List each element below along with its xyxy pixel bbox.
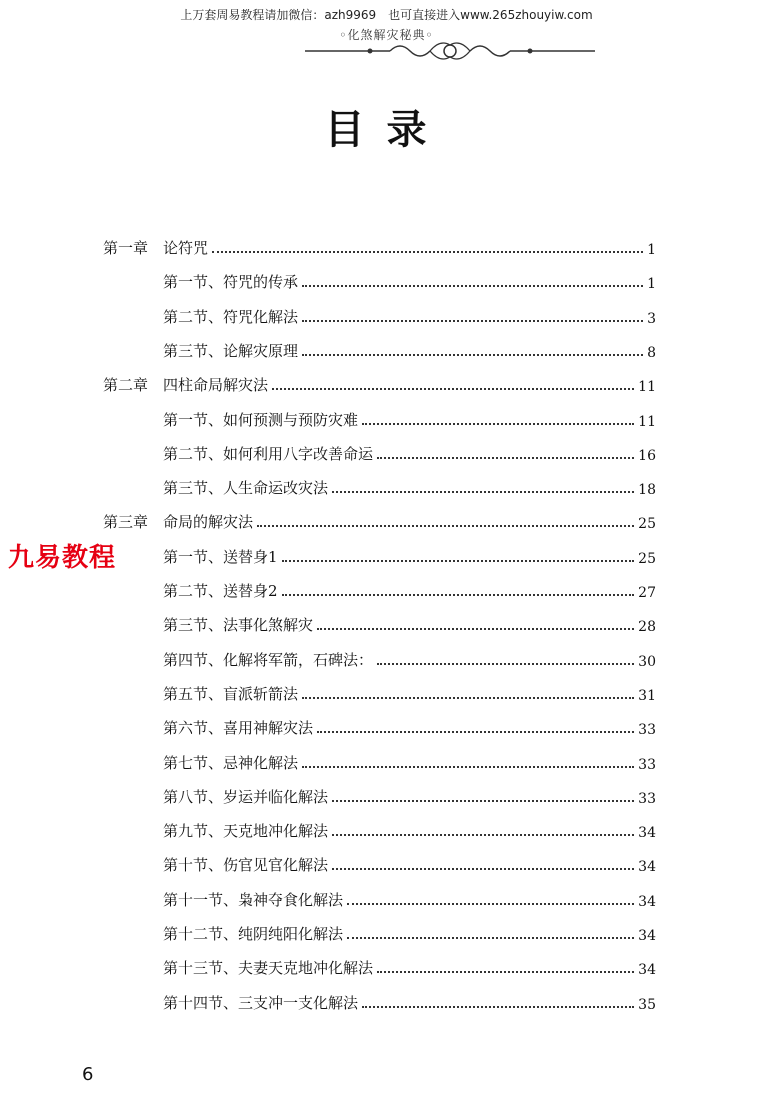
- toc-entry-page: 33: [638, 722, 656, 739]
- toc-row-section[interactable]: [163, 258, 656, 292]
- dot-leader: [362, 1006, 634, 1008]
- toc-entry-page: 30: [638, 653, 656, 670]
- dot-leader: [377, 457, 634, 459]
- toc-row-section[interactable]: [163, 841, 656, 875]
- dot-leader: [302, 766, 634, 768]
- toc-entry-page: 31: [638, 687, 656, 704]
- toc-entry-label: 第一节、如何预测与预防灾难: [163, 410, 359, 429]
- toc-entry-label: 第二章 四柱命局解灾法: [103, 376, 269, 395]
- toc-row-section[interactable]: [163, 636, 656, 670]
- toc-row-section[interactable]: [163, 430, 656, 464]
- watermark-label: 九易教程: [8, 543, 117, 573]
- dot-leader: [347, 937, 634, 939]
- toc-entry-page: 18: [638, 482, 656, 499]
- dot-leader: [257, 525, 634, 527]
- toc-row-section[interactable]: [163, 910, 656, 944]
- toc-entry-page: 11: [638, 379, 656, 396]
- dot-leader: [362, 423, 634, 425]
- toc-row-section[interactable]: [163, 704, 656, 738]
- toc-entry-page: 34: [638, 962, 656, 979]
- toc-row-chapter[interactable]: [103, 361, 656, 395]
- dot-leader: [332, 800, 634, 802]
- dot-leader: [332, 491, 634, 493]
- toc-entry-label: 第七节、忌神化解法: [163, 753, 299, 772]
- toc-entry-page: 25: [638, 550, 656, 567]
- toc-row-chapter[interactable]: [103, 224, 656, 258]
- dot-leader: [212, 251, 643, 253]
- dot-leader: [282, 594, 635, 596]
- dot-leader: [377, 663, 634, 665]
- dot-leader: [272, 388, 634, 390]
- toc-entry-label: 第三节、论解灾原理: [163, 341, 299, 360]
- dot-leader: [332, 868, 634, 870]
- dot-leader: [347, 903, 634, 905]
- toc-row-section[interactable]: [163, 567, 656, 601]
- toc-entry-page: 33: [638, 756, 656, 773]
- toc-entry-page: 28: [638, 619, 656, 636]
- toc-row-section[interactable]: [163, 396, 656, 430]
- toc-entry-page: 34: [638, 928, 656, 944]
- dot-leader: [282, 560, 635, 562]
- top-promo-line: 上万套周易教程请加微信：azh9969 也可直接进入www.265zhouyiw.com: [180, 8, 593, 22]
- toc-entry-page: 3: [647, 310, 656, 327]
- toc-entry-page: 33: [638, 790, 656, 807]
- toc-row-chapter[interactable]: [103, 498, 656, 532]
- toc-row-section[interactable]: [163, 807, 656, 841]
- toc-row-section[interactable]: [163, 293, 656, 327]
- toc-row-section[interactable]: [163, 670, 656, 704]
- toc-entry-page: 1: [647, 242, 656, 258]
- toc-entry-label: 第十二节、纯阴纯阳化解法: [163, 925, 344, 943]
- toc-row-section[interactable]: [163, 876, 656, 910]
- toc-entry-label: 第三章 命局的解灾法: [103, 513, 254, 532]
- page-title: 目录: [324, 107, 449, 153]
- toc-row-section[interactable]: [163, 944, 656, 978]
- dot-leader: [302, 354, 643, 356]
- toc-entry-label: 第五节、盲派斩箭法: [163, 684, 299, 703]
- toc-entry-label: 第一节、符咒的传承: [163, 273, 299, 292]
- dot-leader: [302, 320, 643, 322]
- toc-entry-label: 第六节、喜用神解灾法: [163, 719, 314, 738]
- toc-entry-page: 34: [638, 859, 656, 876]
- dot-leader: [377, 971, 634, 973]
- toc-entry-page: 16: [638, 447, 656, 464]
- toc-entry-page: 1: [647, 276, 656, 293]
- toc-row-section[interactable]: [163, 773, 656, 807]
- toc-entry-label: 第十一节、枭神夺食化解法: [163, 890, 344, 909]
- toc-entry-label: 第二节、如何利用八字改善命运: [163, 444, 374, 463]
- toc-entry-page: 34: [638, 825, 656, 842]
- toc-entry-label: 第十节、伤官见官化解法: [163, 856, 329, 875]
- toc-entry-page: 35: [638, 996, 656, 1013]
- toc-row-section[interactable]: [163, 533, 656, 567]
- dot-leader: [317, 628, 634, 630]
- dot-leader: [317, 731, 634, 733]
- toc-entry-page: 8: [647, 344, 656, 361]
- toc-entry-label: 第一节、送替身1: [163, 547, 278, 566]
- toc-entry-label: 第二节、符咒化解法: [163, 307, 299, 326]
- toc-row-section[interactable]: [163, 464, 656, 498]
- toc-entry-label: 第四节、化解将军箭，石碑法：: [163, 650, 374, 669]
- toc-entry-label: 第一章 论符咒: [103, 239, 209, 257]
- toc-entry-label: 第二节、送替身2: [163, 582, 278, 600]
- toc-entry-page: 25: [638, 516, 656, 533]
- toc-row-section[interactable]: [163, 979, 656, 1013]
- toc-entry-label: 第十四节、三支冲一支化解法: [163, 993, 359, 1012]
- toc-entry-page: 34: [638, 893, 656, 910]
- toc-entry-page: 11: [638, 413, 656, 430]
- dot-leader: [332, 834, 634, 836]
- toc-row-section[interactable]: [163, 739, 656, 773]
- header-ornament: [300, 38, 600, 64]
- dot-leader: [302, 285, 643, 287]
- toc-row-section[interactable]: [163, 327, 656, 361]
- toc-entry-label: 第三节、人生命运改灾法: [163, 479, 329, 498]
- toc-entry-label: 第十三节、夫妻天克地冲化解法: [163, 959, 374, 978]
- toc-entry-page: 27: [638, 585, 656, 601]
- toc-row-section[interactable]: [163, 601, 656, 635]
- book-header: ◦化煞解灾秘典◦: [339, 28, 434, 42]
- toc-entry-label: 第三节、法事化煞解灾: [163, 616, 314, 635]
- page-number: 6: [82, 1064, 94, 1085]
- dot-leader: [302, 697, 634, 699]
- toc-entry-label: 第九节、天克地冲化解法: [163, 822, 329, 841]
- toc-entry-label: 第八节、岁运并临化解法: [163, 787, 329, 806]
